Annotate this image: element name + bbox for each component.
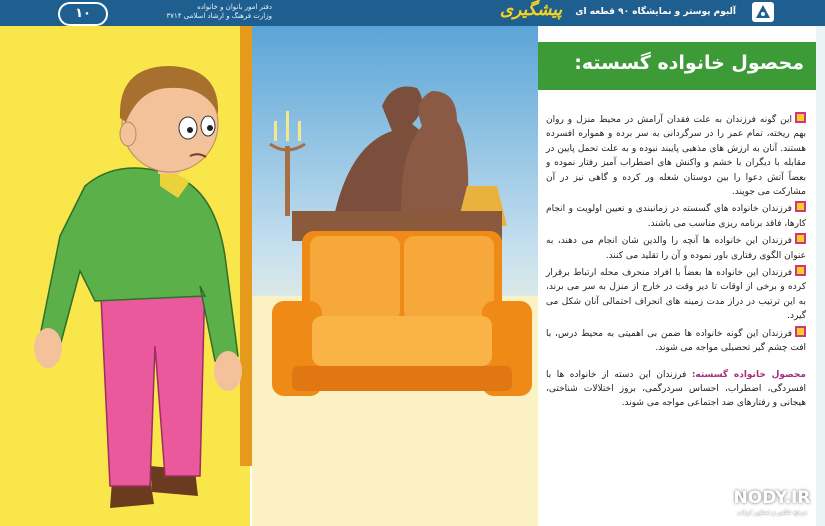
series-title: آلبوم پوستر و نمایشگاه ۹۰ قطعه ای (575, 7, 736, 17)
brand-logo-text: پیشگیری (499, 0, 563, 20)
watermark: NODY.IR (733, 488, 811, 508)
title-bar (538, 42, 816, 90)
bullet-item (546, 233, 806, 263)
framed-bullet-icon (795, 265, 806, 276)
candelabra (270, 111, 305, 216)
watermark-subtitle: مرجع عکس و تصاویر ایرانی (736, 509, 808, 516)
left-pupil (207, 125, 213, 131)
boy-illustration (0, 26, 252, 526)
ministry-logo-icon (752, 2, 774, 22)
framed-bullet-icon (795, 112, 806, 123)
arguing-parents-scene (252, 26, 538, 526)
ear (120, 122, 136, 146)
framed-bullet-icon (795, 201, 806, 212)
pink-pants (100, 276, 205, 486)
header-org-text (112, 3, 272, 21)
framed-bullet-icon (795, 233, 806, 244)
page-edge (816, 26, 825, 526)
org-line-1: دفتر امور بانوان و خانواده (197, 3, 272, 11)
bullet-text: فرزندان این خانواده ها بعضاً با افراد منحرف محله ارتباط برقرار کرده و برخی از اوقات تا دیر وقت در خارج از منزل به سر می برند، به این ترتیب در دراز مدت زمینه های انحراف احتمالی آنان شکل می گیرد. (546, 268, 806, 322)
bullet-item (546, 112, 806, 199)
page-number: ۱۰ (58, 2, 108, 26)
text-column (538, 26, 816, 526)
header-bar (0, 0, 825, 26)
bullet-item (546, 326, 806, 356)
summary-text: فرزندان این دسته از خانواده ها با افسردگی، اضطراب، احساس سردرگمی، بروز اختلالات شناختی، هیجانی و رفتارهای ضد اجتماعی مواجه می شوند. (546, 369, 806, 409)
body-text (546, 112, 806, 411)
right-pupil (187, 127, 193, 133)
bullet-item (546, 265, 806, 324)
framed-bullet-icon (795, 326, 806, 337)
bullet-text: فرزندان این گونه خانواده ها ضمن بی اهمیتی به محیط درس، با افت چشم گیر تحصیلی مواجه می شوند. (546, 328, 806, 354)
summary-label: محصول خانواده گسسته: (691, 369, 806, 380)
bullet-item (546, 201, 806, 231)
bullet-text: فرزندان خانواده های گسسته در زمانبندی و تعیین اولویت و انجام کارها، فاقد برنامه ریزی مناسب می باشند. (546, 204, 806, 229)
page-title: محصول خانواده گسسته: (574, 52, 804, 74)
right-hand (214, 351, 242, 391)
org-line-2: وزارت فرهنگ و ارشاد اسلامی ۳۷۱۴ (166, 12, 272, 20)
bullet-text: این گونه فرزندان به علت فقدان آرامش در محیط منزل و روان بهم ریخته، تمام عمر را در سرگردانی به سر برده و همواره افسرده هستند. آنان به ارزش های مذهبی پایبند نبوده و به علت تحمل پایین در مقابله با دیگران با خشم و واکنش های اضطراب آمیز رفتار نموده و بعضاً آتش دعوا را بین دوستان شعله ور کرده و گاهی نیز در آن مشارکت می جویند. (546, 115, 806, 198)
summary-paragraph (546, 368, 806, 411)
left-hand (34, 328, 62, 368)
sofa (272, 231, 532, 396)
door-frame (240, 26, 252, 466)
bullet-text: فرزندان این خانواده ها آنچه را والدین شان انجام می دهند، به عنوان الگوی رفتاری باور نموده و آن را تقلید می کنند. (546, 236, 806, 261)
